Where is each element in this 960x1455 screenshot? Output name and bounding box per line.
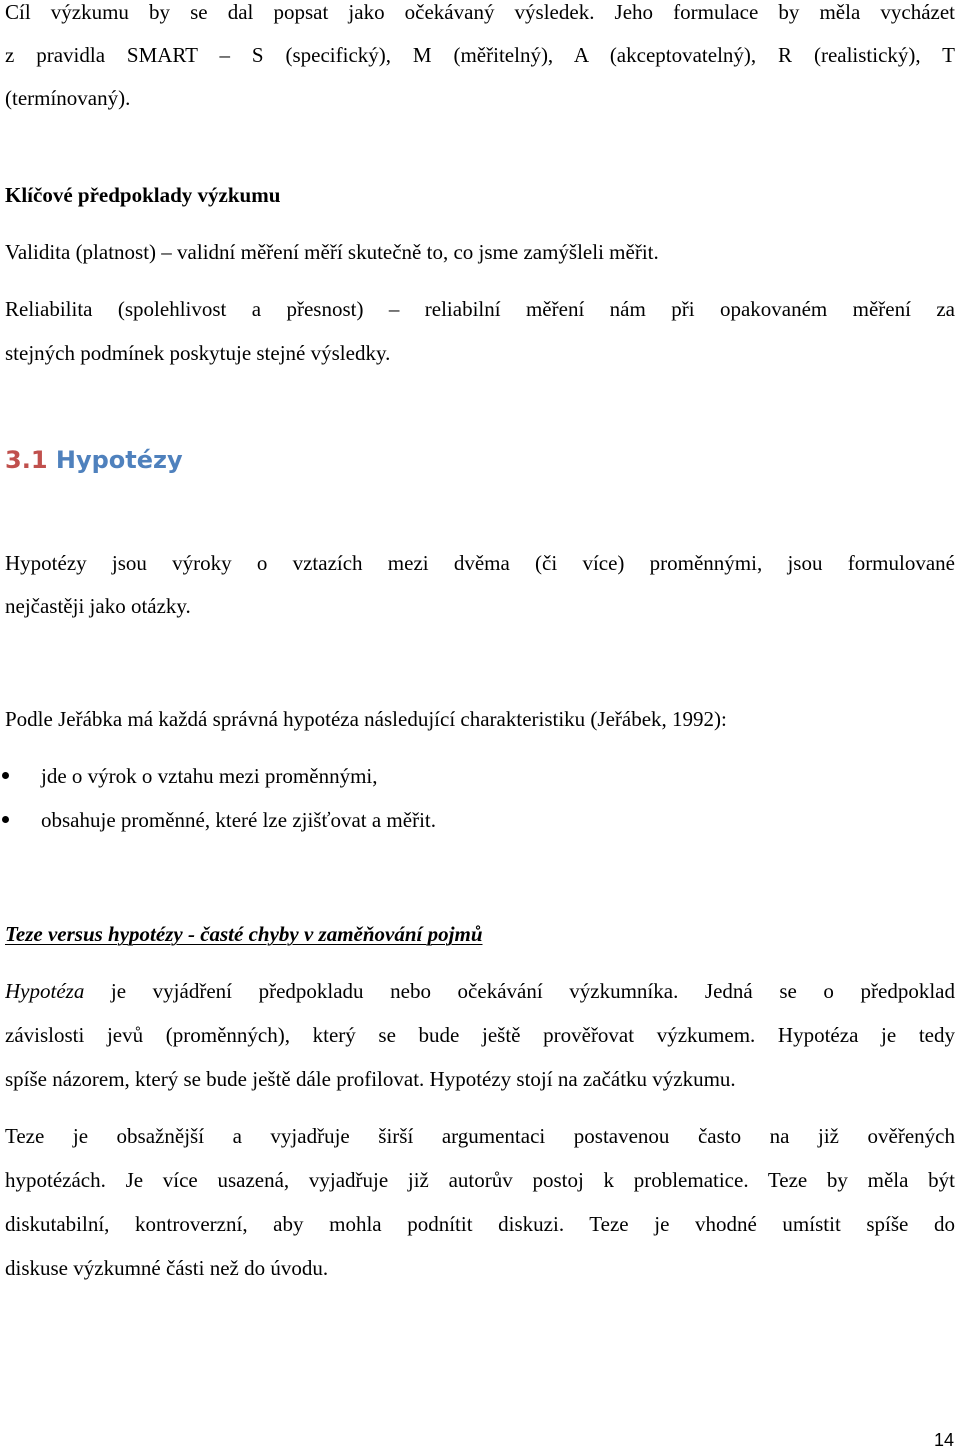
p2-line-2: hypotézách. Je více usazená, vyjadřuje již autorův postoj k problematice. Teze by měla být [5,1168,955,1192]
reliability-line-1: Reliabilita (spolehlivost a přesnost) – reliabilní měření nám při opakovaném měření za [5,297,955,321]
thesis-vs-hypothesis-heading: Teze versus hypotézy - časté chyby v zaměňování pojmů [5,922,483,946]
bullet-icon [2,816,9,823]
p2-line-3: diskutabilní, kontroverzní, aby mohla podnítit diskuzi. Teze je vhodné umístit spíše do [5,1212,955,1236]
p2-line-1: Teze je obsažnější a vyjadřuje širší argumentaci postavenou často na již ověřených [5,1124,955,1148]
reliability-line-2: stejných podmínek poskytuje stejné výsledky. [5,341,391,365]
section-title: Hypotézy [55,446,183,474]
p1-line-1 [5,969,955,1013]
intro-line-1: Cíl výzkumu by se dal popsat jako očekávaný výsledek. Jeho formulace by měla vycházet [5,0,955,24]
hypotheses-def-line-2: nejčastěji jako otázky. [5,594,191,618]
page-number: 14 [933,1430,954,1450]
p1-line-2: závislosti jevů (proměnných), který se bude ještě prověřovat výzkumem. Hypotéza je tedy [5,1023,955,1047]
hypotheses-def-line-1: Hypotézy jsou výroky o vztazích mezi dvěma (či více) proměnnými, jsou formulované [5,551,955,575]
hypothesis-term: Hypotéza [5,979,85,1003]
section-number: 3.1 [5,446,48,474]
p1-line-1-rest: je vyjádření předpokladu nebo očekávání výzkumníka. Jedná se o předpoklad [84,979,955,1003]
intro-line-3: (termínovaný). [5,86,131,110]
p2-line-4: diskuse výzkumné části než do úvodu. [5,1256,329,1280]
bullet-icon [2,772,9,779]
key-assumptions-heading: Klíčové předpoklady výzkumu [5,183,281,207]
jerabek-intro: Podle Jeřábka má každá správná hypotéza následující charakteristiku (Jeřábek, 1992): [5,707,727,731]
validity-paragraph: Validita (platnost) – validní měření měří skutečně to, co jsme zamýšleli měřit. [5,240,659,264]
list-item-text: jde o výrok o vztahu mezi proměnnými, [41,764,378,788]
list-item-text: obsahuje proměnné, které lze zjišťovat a měřit. [41,808,436,832]
intro-line-2: z pravidla SMART – S (specifický), M (měřitelný), A (akceptovatelný), R (realistický), T [5,43,955,67]
p1-line-3: spíše názorem, který se bude ještě dále profilovat. Hypotézy stojí na začátku výzkumu. [5,1067,736,1091]
section-heading [5,438,183,482]
